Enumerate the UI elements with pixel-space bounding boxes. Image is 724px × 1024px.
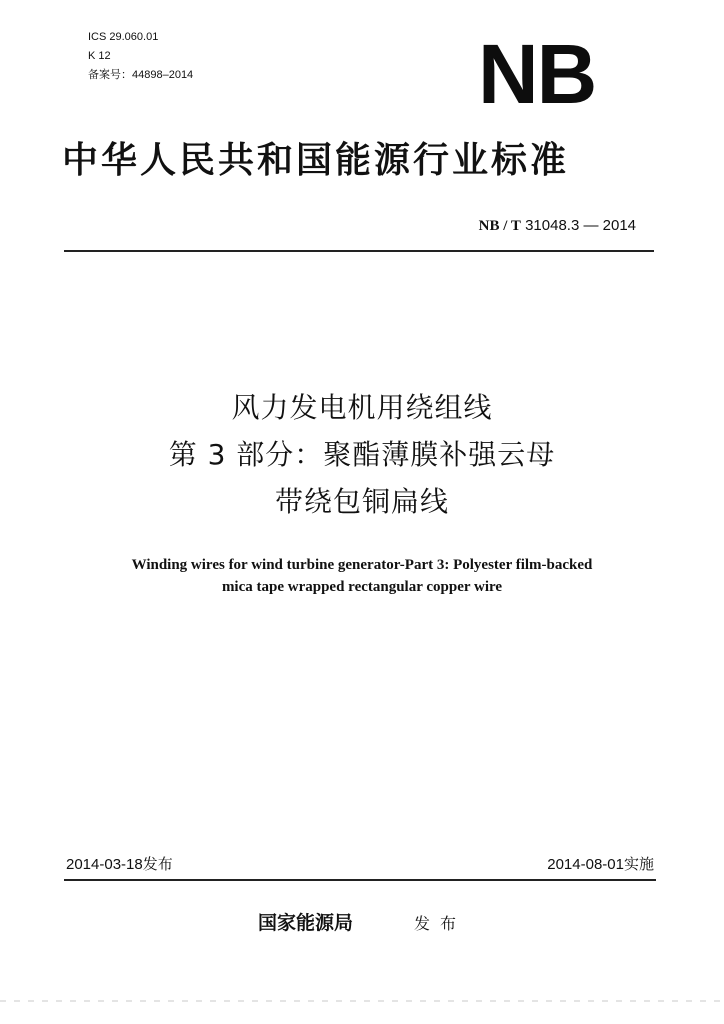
standard-number-prefix: NB / T	[478, 218, 521, 234]
ccs-code: K 12	[88, 50, 111, 62]
issue-date-value: 2014-03-18	[66, 856, 143, 873]
classification-block	[88, 28, 193, 85]
english-title-line-1: Winding wires for wind turbine generator-Part 3: Polyester film-backed	[131, 557, 593, 573]
implementation-date-value: 2014-08-01	[547, 856, 624, 873]
issuing-authority: 国家能源局	[258, 912, 354, 934]
english-title	[0, 554, 724, 598]
implementation-date-label: 实施	[623, 855, 654, 873]
issue-date	[66, 854, 173, 875]
publish-label: 发布	[414, 914, 467, 933]
bottom-divider	[64, 879, 656, 881]
filing-number: 备案号：44898–2014	[88, 69, 194, 81]
ics-code: ICS 29.060.01	[88, 31, 159, 43]
implementation-date	[547, 854, 654, 875]
chinese-title	[0, 384, 724, 525]
top-divider	[64, 250, 654, 252]
nb-logo: NB	[478, 27, 596, 121]
scan-edge-artifact	[0, 1000, 724, 1002]
chinese-title-line-3: 带绕包铜扁线	[274, 485, 449, 518]
standard-category-title: 中华人民共和国能源行业标准	[62, 139, 570, 181]
chinese-title-line-2: 第 3 部分：聚酯薄膜补强云母	[168, 438, 556, 471]
standard-number	[479, 216, 636, 236]
standard-number-code: 31048.3 — 2014	[520, 217, 636, 234]
english-title-line-2: mica tape wrapped rectangular copper wire	[221, 579, 503, 595]
chinese-title-line-1: 风力发电机用绕组线	[231, 391, 493, 424]
issue-date-label: 发布	[142, 855, 173, 873]
